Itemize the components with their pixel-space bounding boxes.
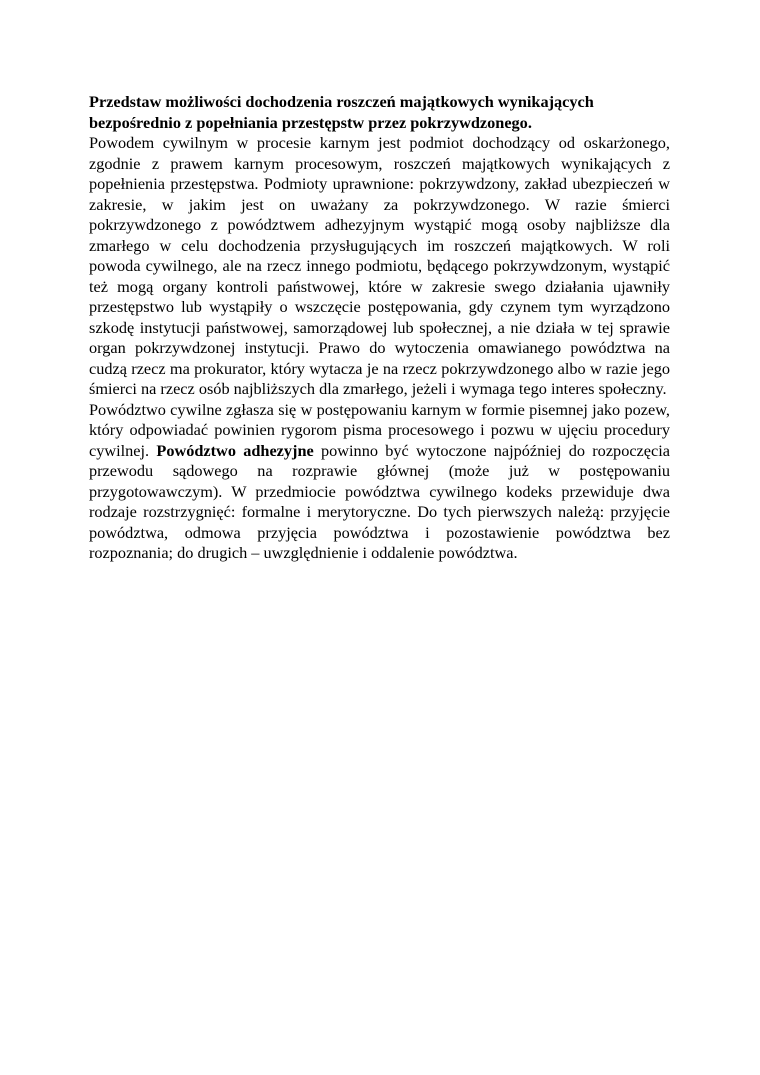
paragraph-2-text-end: powinno być wytoczone najpóźniej do rozpoczęcia przewodu sądowego na rozprawie głównej (może już w postępowaniu przygotowawczym). W przedmiocie powództwa cywilnego kodeks przewiduje dwa rodzaje rozstrzygnięć: formalne i merytoryczne. Do tych pierwszych należą: przyjęcie powództwa, odmowa przyjęcia powództwa i pozostawienie powództwa bez rozpoznania; do drugich – uwzględnienie i oddalenie powództwa. [89,440,670,562]
document-heading: Przedstaw możliwości dochodzenia roszczeń majątkowych wynikających bezpośrednio z popełniania przestępstw przez pokrzywdzonego. [89,92,594,132]
paragraph-1: Powodem cywilnym w procesie karnym jest podmiot dochodzący od oskarżonego, zgodnie z prawem karnym procesowym, roszczeń majątkowych wynikających z popełnienia przestępstwa. Podmioty uprawnione: pokrzywdzony, zakład ubezpieczeń w zakresie, w jakim jest on uważany za pokrzywdzonego. W razie śmierci pokrzywdzonego z powództwem adhezyjnym wystąpić mogą osoby najbliższe dla zmarłego w celu dochodzenia przysługujących im roszczeń majątkowych. W roli powoda cywilnego, ale na rzecz innego podmiotu, będącego pokrzywdzonym, wystąpić też mogą organy kontroli państwowej, które w zakresie swego działania ujawniły przestępstwo lub wystąpiły o wszczęcie postępowania, gdy czynem tym wyrządzono szkodę instytucji państwowej, samorządowej lub społecznej, a nie działa w tej sprawie organ pokrzywdzonej instytucji. Prawo do wytoczenia omawianego powództwa na cudzą rzecz ma prokurator, który wytacza je na rzecz pokrzywdzonego albo w razie jego śmierci na rzecz osób najbliższych dla zmarłego, jeżeli i wymaga tego interes społeczny. [89,133,670,398]
paragraph-2-bold-term: Powództwo adhezyjne [156,440,314,460]
paragraph-2-text-start: Powództwo cywilne zgłasza się w postępowaniu karnym w formie pisemnej jako pozew, który odpowiadać powinien rygorom pisma procesowego i pozwu w ujęciu procedury cywilnej. [89,399,670,460]
paragraph-2 [89,400,670,564]
document-page [89,92,670,564]
